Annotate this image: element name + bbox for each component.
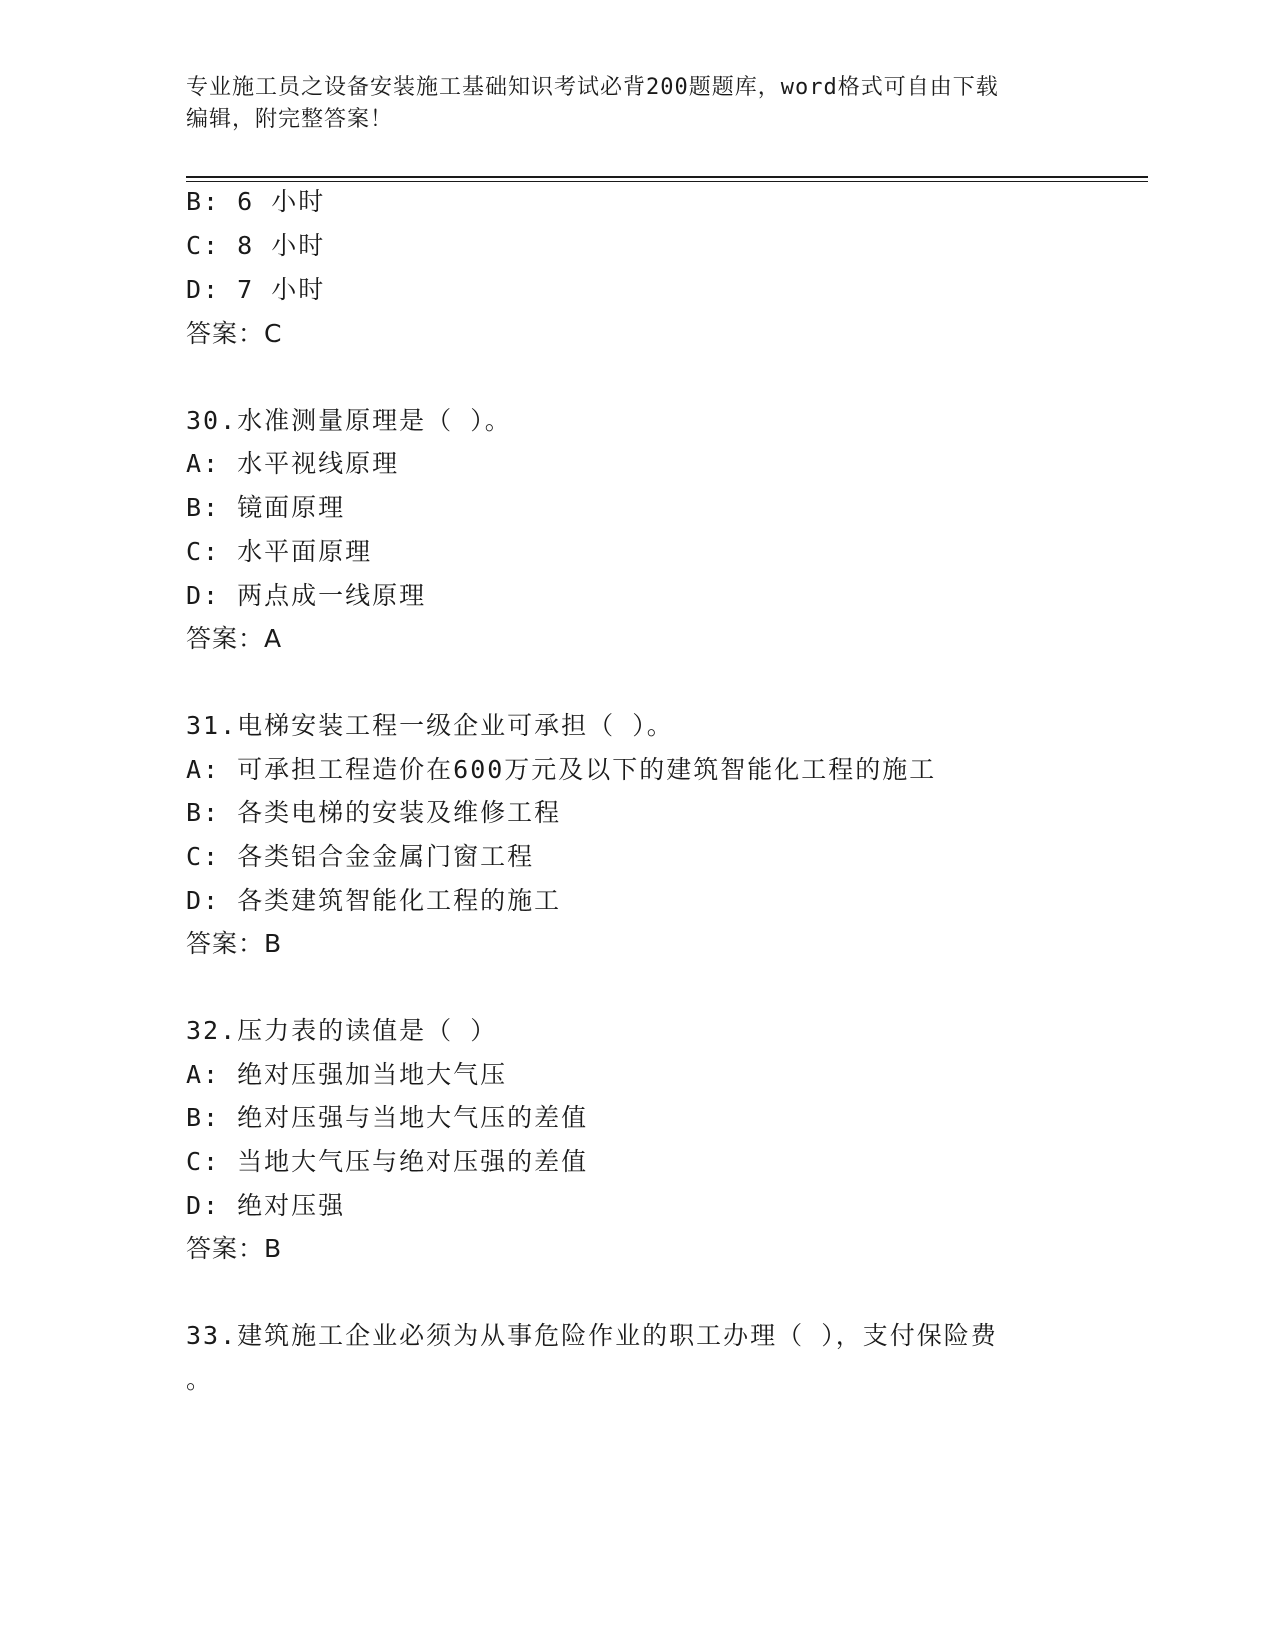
q31-stem: 31.电梯安装工程一级企业可承担（ ）。 <box>186 711 674 740</box>
q31-option-a: A: 可承担工程造价在600万元及以下的建筑智能化工程的施工 <box>186 755 937 784</box>
q30-option-b: B: 镜面原理 <box>186 493 346 522</box>
q29-option-b: B: 6 小时 <box>186 187 326 216</box>
q29-answer: 答案：C <box>186 319 283 348</box>
q33-stem: 33.建筑施工企业必须为从事危险作业的职工办理（ ），支付保险费 <box>186 1321 998 1350</box>
header-divider-thick <box>186 176 1148 178</box>
q33-stem-continuation: 。 <box>186 1365 214 1394</box>
header-line-1: 专业施工员之设备安装施工基础知识考试必背200题题库，word格式可自由下载 <box>186 75 999 100</box>
header-divider-thin <box>186 181 1148 182</box>
q32-stem: 32.压力表的读值是（ ） <box>186 1016 498 1045</box>
q31-answer: 答案：B <box>186 929 283 958</box>
q32-option-b: B: 绝对压强与当地大气压的差值 <box>186 1103 589 1132</box>
q32-option-c: C: 当地大气压与绝对压强的差值 <box>186 1147 589 1176</box>
q30-option-a: A: 水平视线原理 <box>186 449 400 478</box>
q29-option-d: D: 7 小时 <box>186 275 326 304</box>
q32-option-d: D: 绝对压强 <box>186 1191 346 1220</box>
q30-answer: 答案：A <box>186 624 283 653</box>
q30-stem: 30.水准测量原理是（ ）。 <box>186 406 512 435</box>
q30-option-c: C: 水平面原理 <box>186 537 373 566</box>
q31-option-c: C: 各类铝合金金属门窗工程 <box>186 842 535 871</box>
q30-option-d: D: 两点成一线原理 <box>186 581 427 610</box>
document-header <box>186 72 1066 136</box>
q31-option-d: D: 各类建筑智能化工程的施工 <box>186 886 562 915</box>
header-line-2: 编辑，附完整答案！ <box>186 107 394 132</box>
q31-option-b: B: 各类电梯的安装及维修工程 <box>186 798 562 827</box>
q32-option-a: A: 绝对压强加当地大气压 <box>186 1060 508 1089</box>
q32-answer: 答案：B <box>186 1234 283 1263</box>
q29-option-c: C: 8 小时 <box>186 231 326 260</box>
